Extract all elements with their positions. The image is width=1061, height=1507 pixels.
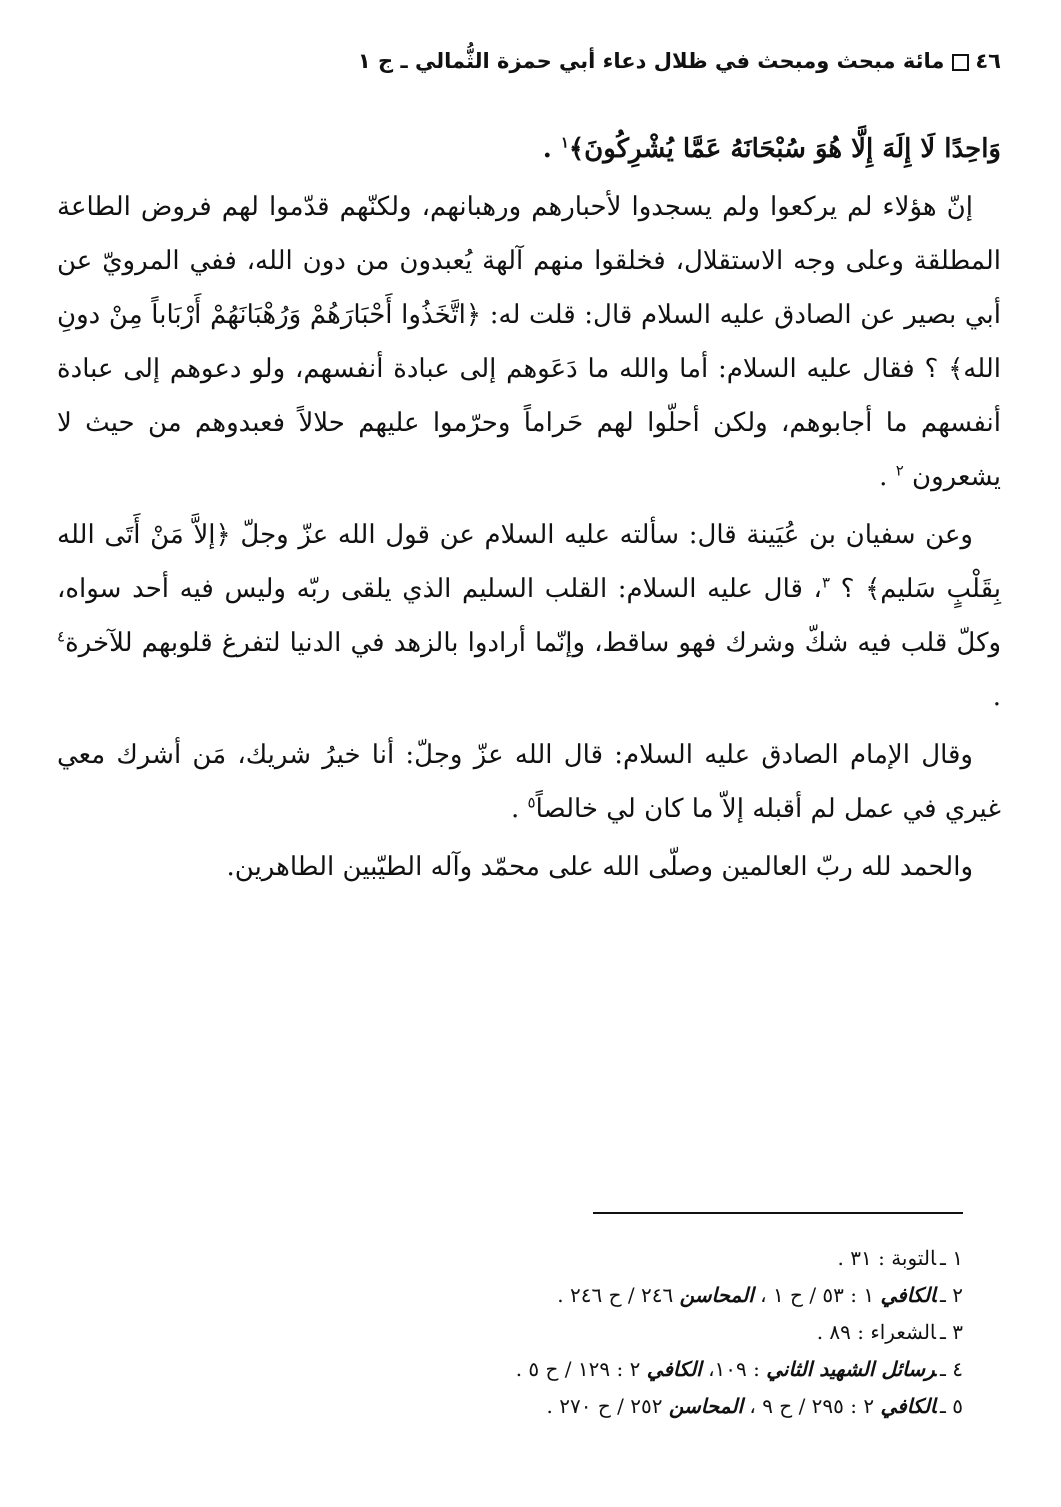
square-bullet-icon: [952, 54, 969, 71]
footnotes-list: [103, 1240, 963, 1425]
footnote-ref: ٣: [821, 573, 830, 592]
source-title: المحاسن: [679, 1283, 754, 1307]
paragraph-text: إنّ هؤلاء لم يركعوا ولم يسجدوا لأحبارهم ورهبانهم، ولكنّهم قدّموا لهم فروض الطاعة المطلقة وعلى وجه الاستقلال، فخلقوا منهم آلهة يُعبدون من دون الله، ففي المرويّ عن أبي بصير عن الصادق عليه السلام قال: قلت له: ﴿اتَّخَذُوا أَحْبَارَهُمْ وَرُهْبَانَهُمْ أَرْبَاباً مِنْ دونِ الله﴾ ؟ فقال عليه السلام: أما والله ما دَعَوهم إلى عبادة أنفسهم، ولو دعوهم إلى عبادة أنفسهم ما أجابوهم، ولكن أحلّوا لهم حَراماً وحرّموا عليهم حلالاً فعبدوهم من حيث لا يشعرون: [57, 192, 1001, 492]
paragraph-text: وقال الإمام الصادق عليه السلام: قال الله عزّ وجلّ: أنا خيرُ شريك، مَن أشرك معي غيري في عمل لم أقبله إلاّ ما كان لي خالصاً: [57, 740, 1001, 824]
citation-text: التوبة : ٣١ .: [837, 1246, 937, 1270]
footnote-item: [103, 1351, 963, 1388]
footnote-ref: ١: [560, 133, 569, 152]
footnote-item: [103, 1240, 963, 1277]
citation-text: ٢٥٢ / ح ٢٧٠ .: [546, 1394, 669, 1418]
citation-text: الشعراء : ٨٩ .: [816, 1320, 937, 1344]
footnote-item: [103, 1388, 963, 1425]
closing-paragraph: والحمد لله ربّ العالمين وصلّى الله على محمّد وآله الطيّبين الطاهرين.: [226, 852, 973, 882]
citation-text: ٢ : ٢٩٥ / ح ٩ ،: [743, 1394, 881, 1418]
footnote-number: ١ ـ: [940, 1246, 963, 1270]
paragraph-text: ، قال عليه السلام: القلب السليم الذي يلقى ربّه وليس فيه أحد سواه، وكلّ قلب فيه شكّ وشرك فهو ساقط، وإنّما أرادوا بالزهد في الدنيا لتفرغ قلوبهم للآخرة: [57, 574, 1001, 658]
quran-verse-continuation: [57, 122, 1001, 176]
footnote-ref: ٥: [527, 793, 536, 812]
footnote-number: ٤ ـ: [940, 1357, 963, 1381]
footnote-separator: [593, 1212, 963, 1214]
citation-text: ١ : ٥٣ / ح ١ ،: [753, 1283, 881, 1307]
source-title: الكافي: [880, 1283, 937, 1307]
book-title: مائة مبحث ومبحث في ظلال دعاء أبي حمزة الثُّمالي ـ ج ١: [357, 49, 945, 73]
running-header: [60, 46, 1001, 76]
punctuation: .: [542, 134, 561, 164]
footnote-number: ٥ ـ: [940, 1394, 963, 1418]
citation-text: ٢ : ١٢٩ / ح ٥ .: [515, 1357, 647, 1381]
verse-text: وَاحِدًا لَا إِلَهَ إِلَّا هُوَ سُبْحَانَهُ عَمَّا يُشْرِكُونَ﴾: [568, 134, 1001, 164]
source-title: الكافي: [880, 1394, 937, 1418]
footnote-ref: ٢: [895, 461, 904, 480]
main-text: [57, 122, 1001, 898]
footnote-ref: ٤: [57, 627, 66, 646]
footnote-item: [103, 1277, 963, 1314]
citation-text: ٢٤٦ / ح ٢٤٦ .: [557, 1283, 680, 1307]
source-title: المحاسن: [668, 1394, 744, 1418]
source-title: رسائل الشهيد الثاني: [766, 1357, 937, 1381]
footnote-number: ٣ ـ: [940, 1320, 963, 1344]
paragraph: وقال الإمام الصادق عليه السلام: قال الله عزّ وجلّ: أنا خيرُ شريك، مَن أشرك معي غيري في عمل لم أقبله إلاّ ما كان لي خالصاً$^٥$ .: [57, 740, 1001, 824]
citation-text: : ١٠٩،: [701, 1357, 767, 1381]
paragraph: وعن سفيان بن عُيَينة قال: سألته عليه السلام عن قول الله عزّ وجلّ ﴿إلاَّ مَنْ أَتَى الله بِقَلْبٍ سَليم﴾ ؟ $^٣$، قال عليه السلام: القلب السليم الذي يلقى ربّه وليس فيه أحد سواه، وكلّ قلب فيه شكّ وشرك فهو ساقط، وإنّما أرادوا بالزهد في الدنيا لتفرغ قلوبهم للآخرة$^٤$ .: [57, 520, 1001, 712]
footnote-number: ٢ ـ: [940, 1283, 963, 1307]
paragraph: إنّ هؤلاء لم يركعوا ولم يسجدوا لأحبارهم ورهبانهم، ولكنّهم قدّموا لهم فروض الطاعة المطلقة وعلى وجه الاستقلال، فخلقوا منهم آلهة يُعبدون من دون الله، ففي المرويّ عن أبي بصير عن الصادق عليه السلام قال: قلت له: ﴿اتَّخَذُوا أَحْبَارَهُمْ وَرُهْبَانَهُمْ أَرْبَاباً مِنْ دونِ الله﴾ ؟ فقال عليه السلام: أما والله ما دَعَوهم إلى عبادة أنفسهم، ولو دعوهم إلى عبادة أنفسهم ما أجابوهم، ولكن أحلّوا لهم حَراماً وحرّموا عليهم حلالاً فعبدوهم من حيث لا يشعرون $^٢$ .: [57, 192, 1001, 492]
footnote-item: [103, 1314, 963, 1351]
paragraph-text: وعن سفيان بن عُيَينة قال: سألته عليه السلام عن قول الله عزّ وجلّ ﴿إلاَّ مَنْ أَتَى الله بِقَلْبٍ سَليم﴾ ؟: [57, 520, 1001, 604]
page-number: ٤٦: [975, 49, 1001, 73]
source-title: الكافي: [646, 1357, 702, 1381]
